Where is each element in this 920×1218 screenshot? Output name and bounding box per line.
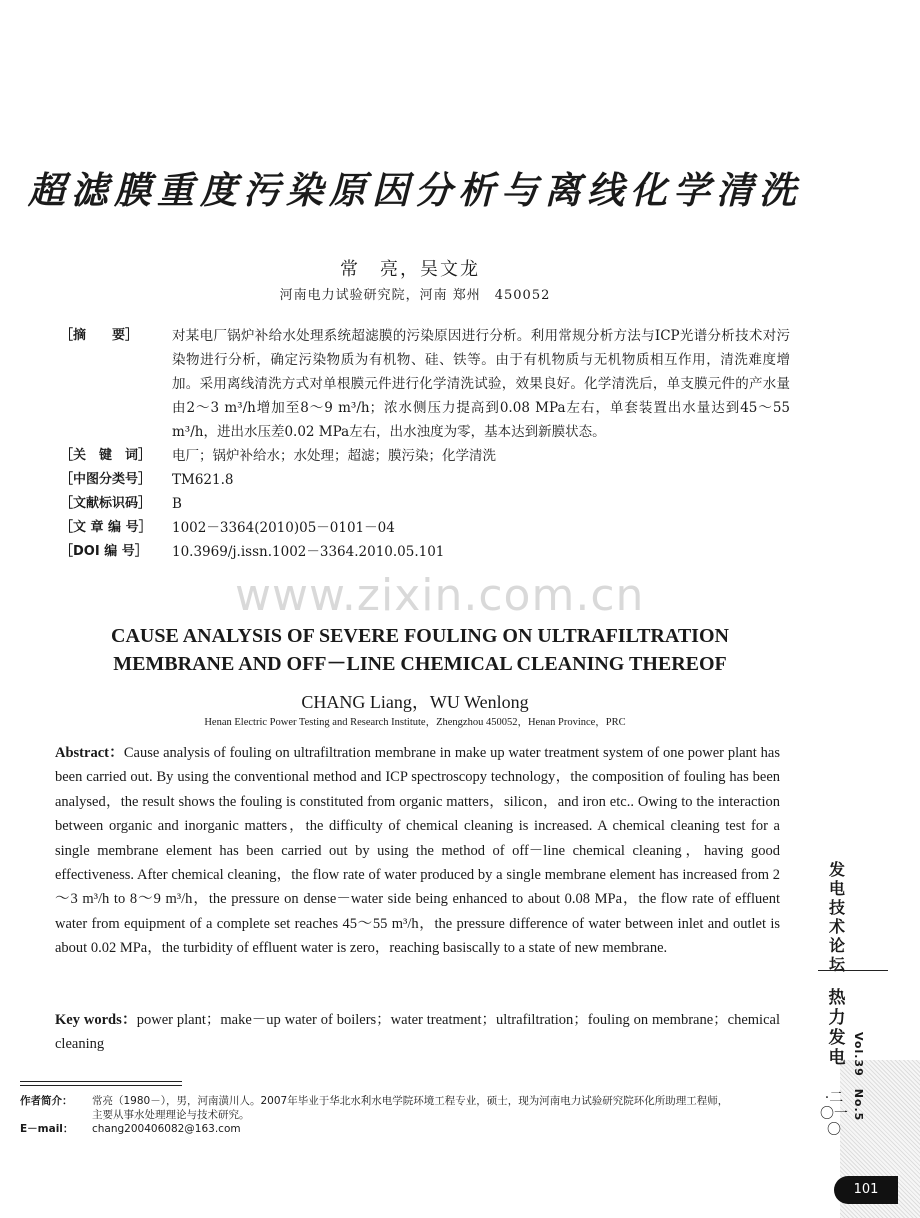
authors-english: CHANG Liang，WU Wenlong [301,692,529,712]
keywords-english-label: Key words： [55,1012,137,1028]
doi-value: 10.3969/j.issn.1002－3364.2010.05.101 [172,544,445,560]
clc-row [60,468,790,492]
keywords-label: ［关 键 词］ [60,448,152,463]
doi-label: ［DOI 编 号］ [60,544,148,559]
page-number: 101 [834,1176,898,1204]
footnote [20,1094,810,1136]
footnote-divider [20,1081,182,1082]
email-value: chang200406082@163.com [92,1123,241,1135]
abstract-english [55,741,780,961]
articleno-row [60,516,790,540]
title-chinese: 超滤膜重度污染原因分析与离线化学清洗 [28,168,802,212]
author-bio-cont: 主要从事水处理理论与技术研究。 [92,1109,250,1121]
clc-label: ［中图分类号］ [60,472,152,487]
watermark: www.zixin.com.cn [235,570,645,621]
abstract-label: ［摘 要］ [60,328,139,343]
articleno-label: ［文 章 编 号］ [60,520,152,535]
author-bio-row [20,1094,810,1108]
keywords-english [55,1008,780,1056]
affiliation-chinese: 河南电力试验研究院，河南 郑州 450052 [279,288,551,303]
title-english-line1: CAUSE ANALYSIS OF SEVERE FOULING ON ULTRAFILTRATION [111,625,729,647]
affiliation-english: Henan Electric Power Testing and Research Institute，Zhengzhou 450052，Henan Province，PRC [204,717,626,728]
abstract-english-label: Abstract： [55,745,124,761]
abstract-english-text: Cause analysis of fouling on ultrafiltration membrane in make up water treatment system of one power plant has been carried out. By using the conventional method and ICP spectroscopy technology，the composition of fouling has been analysed，the result shows the fouling is constituted from organic matters，silicon，and iron etc.. Owing to the interaction between organic and inorganic matters，the difficulty of chemical cleaning is increased. A chemical cleaning test for a single membrane element has been carried out by using the method of off－line chemical cleaning，having good effectiveness. After chemical cleaning，the flow rate of water produced by a single membrane element has increased from 2～3 m³/h to 8～9 m³/h，the pressure on dense－water side being enhanced to about 0.08 MPa，the flow rate of effluent water from equipment of a complete set reaches 45～55 m³/h，the pressure difference of water between inlet and outlet is about 0.02 MPa，the turbidity of effluent water is zero，reaching basiscally to a state of new membrane. [55,745,780,957]
authors-chinese: 常 亮，吴文龙 [340,259,480,280]
abstract-chinese: 对某电厂锅炉补给水处理系统超滤膜的污染原因进行分析。利用常规分析方法与ICP光谱分析技术对污染物进行分析，确定污染物质为有机物、硅、铁等。由于有机物质与无机物质相互作用，清洗难度增加。采用离线清洗方式对单根膜元件进行化学清洗试验，效果良好。化学清洗后，单支膜元件的产水量由2～3 m³/h增加至8～9 m³/h；浓水侧压力提高到0.08 MPa左右，单套装置出水量达到45～55 m³/h，进出水压差0.02 MPa左右，出水浊度为零，基本达到新膜状态。 [172,328,790,440]
doccode-value: B [172,496,182,512]
author-bio-label: 作者简介： [20,1095,73,1107]
side-divider [818,970,888,971]
volume-issue: Vol.39 No.5 [852,1032,865,1122]
journal-name: 热力发电 [828,988,846,1068]
email-row [20,1122,810,1136]
doi-row [60,540,790,564]
abstract-row [60,324,790,444]
clc-value: TM621.8 [172,472,234,488]
doccode-row [60,492,790,516]
doccode-label: ［文献标识码］ [60,496,152,511]
section-name: 发电技术论坛 [828,860,845,974]
title-english-line2: MEMBRANE AND OFF－LINE CHEMICAL CLEANING THEREOF [113,653,727,675]
publication-year: ·二〇一〇 [820,1090,848,1138]
title-english [0,622,840,678]
email-label: E－mail： [20,1123,74,1135]
articleno-value: 1002－3364(2010)05－0101－04 [172,520,395,536]
author-bio: 常亮（1980－），男，河南潢川人。2007年毕业于华北水利水电学院环境工程专业，硕士，现为河南电力试验研究院环化所助理工程师， [92,1095,729,1107]
keywords-english-text: power plant；make－up water of boilers；water treatment；ultrafiltration；fouling on membrane；chemical cleaning [55,1012,780,1052]
metadata-block [60,324,790,564]
footnote-divider-2 [20,1085,182,1086]
keywords-row [60,444,790,468]
keywords-chinese: 电厂；锅炉补给水；水处理；超滤；膜污染；化学清洗 [172,448,496,464]
